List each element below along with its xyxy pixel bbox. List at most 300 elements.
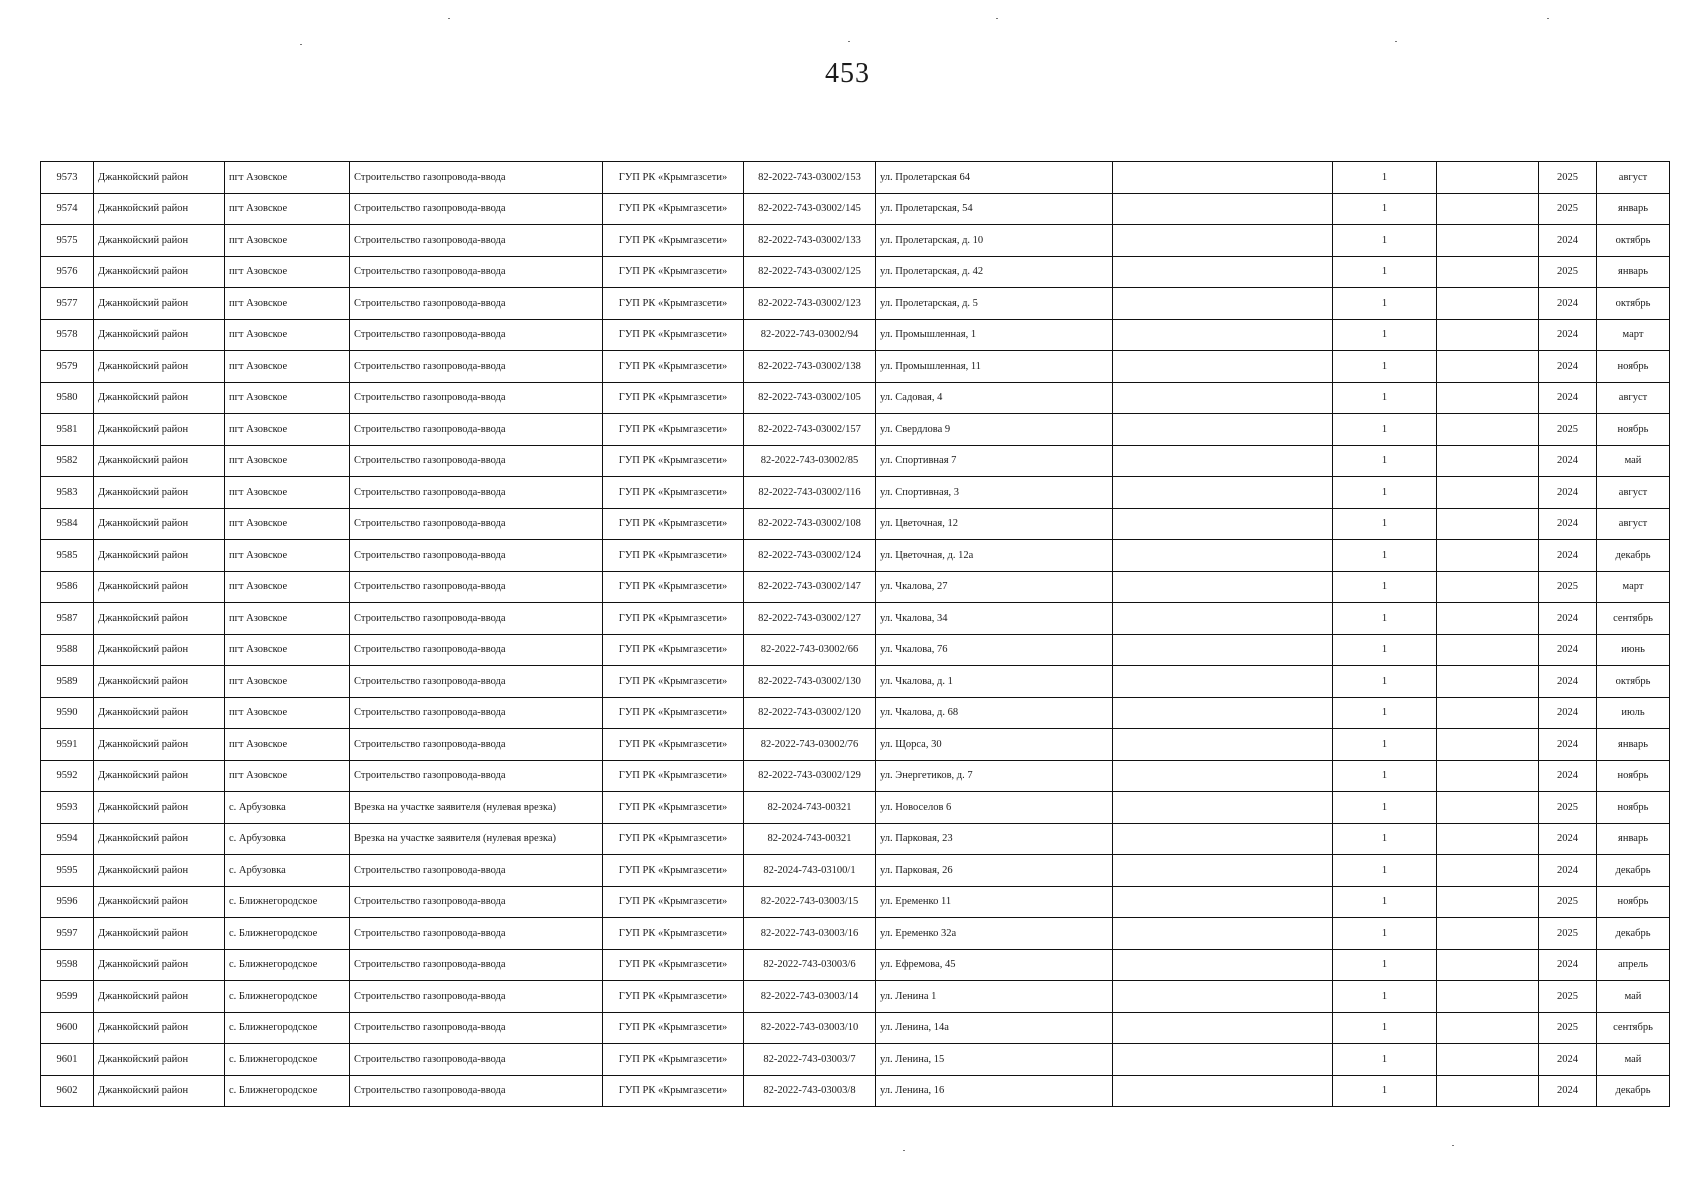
cell-district: Джанкойский район — [94, 225, 225, 257]
cell-organization: ГУП РК «Крымгазсети» — [603, 855, 744, 887]
cell-quantity: 1 — [1333, 634, 1437, 666]
cell-organization: ГУП РК «Крымгазсети» — [603, 540, 744, 572]
cell-blank-col-a — [1113, 193, 1333, 225]
cell-year: 2024 — [1539, 634, 1597, 666]
cell-blank-col-b — [1437, 981, 1539, 1013]
cell-organization: ГУП РК «Крымгазсети» — [603, 603, 744, 635]
cell-year: 2024 — [1539, 540, 1597, 572]
scan-speck — [848, 41, 850, 42]
cell-settlement: с. Ближнегородское — [225, 1012, 350, 1044]
table-row — [41, 792, 1670, 824]
cell-blank-col-a — [1113, 540, 1333, 572]
cell-settlement: с. Ближнегородское — [225, 886, 350, 918]
cell-blank-col-a — [1113, 603, 1333, 635]
cell-address: ул. Новоселов 6 — [876, 792, 1113, 824]
cell-organization: ГУП РК «Крымгазсети» — [603, 225, 744, 257]
cell-row-number: 9574 — [41, 193, 94, 225]
cell-row-number: 9580 — [41, 382, 94, 414]
cell-quantity: 1 — [1333, 886, 1437, 918]
cell-quantity: 1 — [1333, 981, 1437, 1013]
cell-row-number: 9598 — [41, 949, 94, 981]
cell-year: 2024 — [1539, 949, 1597, 981]
table-row — [41, 729, 1670, 761]
cell-blank-col-a — [1113, 886, 1333, 918]
cell-organization: ГУП РК «Крымгазсети» — [603, 823, 744, 855]
cell-blank-col-b — [1437, 949, 1539, 981]
cell-work-type: Строительство газопровода-ввода — [350, 760, 603, 792]
cell-address: ул. Промышленная, 11 — [876, 351, 1113, 383]
cell-settlement: с. Арбузовка — [225, 855, 350, 887]
cell-address: ул. Спортивная, 3 — [876, 477, 1113, 509]
table-row — [41, 382, 1670, 414]
cell-district: Джанкойский район — [94, 571, 225, 603]
cell-blank-col-b — [1437, 225, 1539, 257]
cell-row-number: 9579 — [41, 351, 94, 383]
cell-quantity: 1 — [1333, 949, 1437, 981]
cell-blank-col-b — [1437, 697, 1539, 729]
cell-row-number: 9576 — [41, 256, 94, 288]
cell-district: Джанкойский район — [94, 981, 225, 1013]
table-row — [41, 1075, 1670, 1107]
cell-row-number: 9587 — [41, 603, 94, 635]
table-row — [41, 918, 1670, 950]
cell-blank-col-a — [1113, 823, 1333, 855]
cell-organization: ГУП РК «Крымгазсети» — [603, 697, 744, 729]
cell-year: 2024 — [1539, 445, 1597, 477]
cell-work-type: Строительство газопровода-ввода — [350, 949, 603, 981]
cell-blank-col-b — [1437, 571, 1539, 603]
table-row — [41, 477, 1670, 509]
cell-request-code: 82-2022-743-03002/85 — [744, 445, 876, 477]
cell-month: декабрь — [1597, 918, 1670, 950]
cell-work-type: Строительство газопровода-ввода — [350, 225, 603, 257]
cell-address: ул. Чкалова, д. 1 — [876, 666, 1113, 698]
cell-row-number: 9577 — [41, 288, 94, 320]
cell-month: август — [1597, 162, 1670, 194]
cell-work-type: Врезка на участке заявителя (нулевая врезка) — [350, 823, 603, 855]
cell-address: ул. Пролетарская 64 — [876, 162, 1113, 194]
cell-address: ул. Чкалова, 34 — [876, 603, 1113, 635]
cell-district: Джанкойский район — [94, 540, 225, 572]
cell-blank-col-b — [1437, 1075, 1539, 1107]
cell-quantity: 1 — [1333, 760, 1437, 792]
cell-work-type: Строительство газопровода-ввода — [350, 414, 603, 446]
cell-row-number: 9602 — [41, 1075, 94, 1107]
cell-address: ул. Еременко 32а — [876, 918, 1113, 950]
cell-month: ноябрь — [1597, 886, 1670, 918]
cell-month: март — [1597, 319, 1670, 351]
cell-request-code: 82-2022-743-03002/124 — [744, 540, 876, 572]
cell-blank-col-a — [1113, 445, 1333, 477]
cell-work-type: Строительство газопровода-ввода — [350, 508, 603, 540]
cell-settlement: пгт Азовское — [225, 634, 350, 666]
cell-address: ул. Цветочная, 12 — [876, 508, 1113, 540]
cell-organization: ГУП РК «Крымгазсети» — [603, 1075, 744, 1107]
cell-settlement: с. Ближнегородское — [225, 981, 350, 1013]
cell-blank-col-b — [1437, 288, 1539, 320]
cell-year: 2024 — [1539, 351, 1597, 383]
cell-quantity: 1 — [1333, 729, 1437, 761]
cell-request-code: 82-2022-743-03002/120 — [744, 697, 876, 729]
cell-year: 2025 — [1539, 414, 1597, 446]
table-row — [41, 256, 1670, 288]
cell-district: Джанкойский район — [94, 855, 225, 887]
cell-month: сентябрь — [1597, 1012, 1670, 1044]
cell-request-code: 82-2022-743-03003/15 — [744, 886, 876, 918]
cell-work-type: Строительство газопровода-ввода — [350, 288, 603, 320]
cell-work-type: Строительство газопровода-ввода — [350, 855, 603, 887]
cell-address: ул. Свердлова 9 — [876, 414, 1113, 446]
cell-month: декабрь — [1597, 855, 1670, 887]
cell-blank-col-a — [1113, 949, 1333, 981]
cell-organization: ГУП РК «Крымгазсети» — [603, 949, 744, 981]
cell-work-type: Строительство газопровода-ввода — [350, 981, 603, 1013]
table-row — [41, 571, 1670, 603]
table-row — [41, 1012, 1670, 1044]
cell-blank-col-a — [1113, 382, 1333, 414]
cell-settlement: пгт Азовское — [225, 729, 350, 761]
page-number: 453 — [825, 58, 870, 89]
cell-year: 2024 — [1539, 697, 1597, 729]
cell-work-type: Строительство газопровода-ввода — [350, 477, 603, 509]
cell-address: ул. Пролетарская, д. 42 — [876, 256, 1113, 288]
cell-settlement: пгт Азовское — [225, 666, 350, 698]
cell-quantity: 1 — [1333, 445, 1437, 477]
cell-request-code: 82-2022-743-03003/6 — [744, 949, 876, 981]
cell-work-type: Строительство газопровода-ввода — [350, 1012, 603, 1044]
cell-blank-col-a — [1113, 666, 1333, 698]
cell-organization: ГУП РК «Крымгазсети» — [603, 414, 744, 446]
cell-month: май — [1597, 445, 1670, 477]
cell-settlement: пгт Азовское — [225, 382, 350, 414]
cell-year: 2025 — [1539, 981, 1597, 1013]
cell-request-code: 82-2022-743-03002/127 — [744, 603, 876, 635]
cell-settlement: пгт Азовское — [225, 540, 350, 572]
cell-organization: ГУП РК «Крымгазсети» — [603, 319, 744, 351]
cell-district: Джанкойский район — [94, 886, 225, 918]
cell-row-number: 9595 — [41, 855, 94, 887]
cell-address: ул. Ленина, 15 — [876, 1044, 1113, 1076]
table-row — [41, 319, 1670, 351]
cell-row-number: 9585 — [41, 540, 94, 572]
cell-organization: ГУП РК «Крымгазсети» — [603, 256, 744, 288]
scan-speck — [1547, 18, 1549, 19]
cell-quantity: 1 — [1333, 508, 1437, 540]
cell-request-code: 82-2022-743-03002/76 — [744, 729, 876, 761]
cell-request-code: 82-2022-743-03002/147 — [744, 571, 876, 603]
cell-work-type: Строительство газопровода-ввода — [350, 918, 603, 950]
cell-month: январь — [1597, 823, 1670, 855]
cell-work-type: Строительство газопровода-ввода — [350, 603, 603, 635]
cell-district: Джанкойский район — [94, 1075, 225, 1107]
cell-work-type: Врезка на участке заявителя (нулевая врезка) — [350, 792, 603, 824]
table-row — [41, 823, 1670, 855]
cell-blank-col-a — [1113, 351, 1333, 383]
cell-settlement: пгт Азовское — [225, 571, 350, 603]
cell-settlement: пгт Азовское — [225, 288, 350, 320]
cell-month: май — [1597, 981, 1670, 1013]
cell-blank-col-a — [1113, 855, 1333, 887]
cell-settlement: с. Арбузовка — [225, 792, 350, 824]
cell-quantity: 1 — [1333, 855, 1437, 887]
cell-request-code: 82-2022-743-03003/16 — [744, 918, 876, 950]
cell-quantity: 1 — [1333, 162, 1437, 194]
cell-year: 2025 — [1539, 162, 1597, 194]
cell-year: 2025 — [1539, 571, 1597, 603]
cell-blank-col-a — [1113, 288, 1333, 320]
cell-row-number: 9575 — [41, 225, 94, 257]
cell-row-number: 9591 — [41, 729, 94, 761]
cell-work-type: Строительство газопровода-ввода — [350, 729, 603, 761]
cell-blank-col-b — [1437, 603, 1539, 635]
cell-settlement: с. Арбузовка — [225, 823, 350, 855]
cell-year: 2024 — [1539, 729, 1597, 761]
table-row — [41, 162, 1670, 194]
cell-request-code: 82-2022-743-03002/108 — [744, 508, 876, 540]
cell-address: ул. Энергетиков, д. 7 — [876, 760, 1113, 792]
table-row — [41, 603, 1670, 635]
cell-settlement: пгт Азовское — [225, 697, 350, 729]
cell-quantity: 1 — [1333, 1075, 1437, 1107]
cell-request-code: 82-2022-743-03003/7 — [744, 1044, 876, 1076]
cell-request-code: 82-2022-743-03003/10 — [744, 1012, 876, 1044]
cell-month: ноябрь — [1597, 414, 1670, 446]
cell-month: июнь — [1597, 634, 1670, 666]
cell-work-type: Строительство газопровода-ввода — [350, 666, 603, 698]
cell-district: Джанкойский район — [94, 477, 225, 509]
cell-district: Джанкойский район — [94, 414, 225, 446]
cell-address: ул. Ленина, 16 — [876, 1075, 1113, 1107]
cell-address: ул. Еременко 11 — [876, 886, 1113, 918]
table-row — [41, 634, 1670, 666]
cell-settlement: пгт Азовское — [225, 162, 350, 194]
cell-settlement: пгт Азовское — [225, 319, 350, 351]
cell-blank-col-a — [1113, 1075, 1333, 1107]
cell-work-type: Строительство газопровода-ввода — [350, 634, 603, 666]
cell-month: август — [1597, 477, 1670, 509]
cell-address: ул. Пролетарская, д. 5 — [876, 288, 1113, 320]
cell-blank-col-a — [1113, 225, 1333, 257]
cell-blank-col-b — [1437, 319, 1539, 351]
cell-blank-col-b — [1437, 540, 1539, 572]
cell-address: ул. Парковая, 26 — [876, 855, 1113, 887]
cell-request-code: 82-2022-743-03002/125 — [744, 256, 876, 288]
cell-organization: ГУП РК «Крымгазсети» — [603, 288, 744, 320]
cell-address: ул. Чкалова, д. 68 — [876, 697, 1113, 729]
cell-settlement: с. Ближнегородское — [225, 949, 350, 981]
cell-address: ул. Ленина 1 — [876, 981, 1113, 1013]
cell-organization: ГУП РК «Крымгазсети» — [603, 666, 744, 698]
cell-work-type: Строительство газопровода-ввода — [350, 319, 603, 351]
cell-row-number: 9583 — [41, 477, 94, 509]
cell-blank-col-a — [1113, 414, 1333, 446]
cell-organization: ГУП РК «Крымгазсети» — [603, 1044, 744, 1076]
cell-request-code: 82-2022-743-03002/138 — [744, 351, 876, 383]
cell-quantity: 1 — [1333, 666, 1437, 698]
cell-row-number: 9573 — [41, 162, 94, 194]
cell-blank-col-b — [1437, 729, 1539, 761]
cell-blank-col-a — [1113, 634, 1333, 666]
cell-district: Джанкойский район — [94, 445, 225, 477]
cell-request-code: 82-2024-743-03100/1 — [744, 855, 876, 887]
gas-connection-table — [40, 161, 1670, 1107]
cell-row-number: 9588 — [41, 634, 94, 666]
cell-year: 2025 — [1539, 256, 1597, 288]
scan-speck — [300, 44, 302, 45]
table-row — [41, 540, 1670, 572]
cell-blank-col-b — [1437, 162, 1539, 194]
cell-quantity: 1 — [1333, 1044, 1437, 1076]
cell-year: 2025 — [1539, 886, 1597, 918]
cell-organization: ГУП РК «Крымгазсети» — [603, 571, 744, 603]
cell-district: Джанкойский район — [94, 603, 225, 635]
cell-row-number: 9601 — [41, 1044, 94, 1076]
cell-organization: ГУП РК «Крымгазсети» — [603, 508, 744, 540]
cell-blank-col-b — [1437, 445, 1539, 477]
cell-year: 2024 — [1539, 1075, 1597, 1107]
cell-month: октябрь — [1597, 666, 1670, 698]
cell-work-type: Строительство газопровода-ввода — [350, 886, 603, 918]
cell-settlement: пгт Азовское — [225, 477, 350, 509]
cell-work-type: Строительство газопровода-ввода — [350, 382, 603, 414]
cell-organization: ГУП РК «Крымгазсети» — [603, 445, 744, 477]
cell-month: декабрь — [1597, 1075, 1670, 1107]
cell-district: Джанкойский район — [94, 918, 225, 950]
cell-organization: ГУП РК «Крымгазсети» — [603, 760, 744, 792]
cell-month: январь — [1597, 729, 1670, 761]
cell-work-type: Строительство газопровода-ввода — [350, 162, 603, 194]
cell-year: 2025 — [1539, 918, 1597, 950]
cell-year: 2024 — [1539, 477, 1597, 509]
cell-address: ул. Пролетарская, 54 — [876, 193, 1113, 225]
table-row — [41, 981, 1670, 1013]
cell-district: Джанкойский район — [94, 949, 225, 981]
cell-organization: ГУП РК «Крымгазсети» — [603, 193, 744, 225]
scan-speck — [1395, 41, 1397, 42]
scan-speck — [448, 18, 450, 19]
cell-request-code: 82-2022-743-03002/145 — [744, 193, 876, 225]
cell-district: Джанкойский район — [94, 729, 225, 761]
cell-address: ул. Цветочная, д. 12а — [876, 540, 1113, 572]
cell-year: 2025 — [1539, 1012, 1597, 1044]
cell-year: 2024 — [1539, 1044, 1597, 1076]
cell-district: Джанкойский район — [94, 508, 225, 540]
cell-address: ул. Спортивная 7 — [876, 445, 1113, 477]
cell-settlement: с. Ближнегородское — [225, 1075, 350, 1107]
table-row — [41, 508, 1670, 540]
cell-address: ул. Чкалова, 27 — [876, 571, 1113, 603]
cell-year: 2025 — [1539, 792, 1597, 824]
cell-district: Джанкойский район — [94, 193, 225, 225]
cell-settlement: пгт Азовское — [225, 225, 350, 257]
cell-row-number: 9597 — [41, 918, 94, 950]
scan-speck — [996, 18, 998, 19]
cell-blank-col-a — [1113, 1044, 1333, 1076]
cell-row-number: 9586 — [41, 571, 94, 603]
cell-settlement: пгт Азовское — [225, 414, 350, 446]
cell-row-number: 9593 — [41, 792, 94, 824]
cell-blank-col-b — [1437, 823, 1539, 855]
cell-work-type: Строительство газопровода-ввода — [350, 351, 603, 383]
cell-month: январь — [1597, 256, 1670, 288]
cell-organization: ГУП РК «Крымгазсети» — [603, 729, 744, 761]
cell-district: Джанкойский район — [94, 1044, 225, 1076]
cell-request-code: 82-2022-743-03002/66 — [744, 634, 876, 666]
cell-row-number: 9590 — [41, 697, 94, 729]
cell-row-number: 9594 — [41, 823, 94, 855]
table-row — [41, 225, 1670, 257]
cell-blank-col-a — [1113, 729, 1333, 761]
cell-month: сентябрь — [1597, 603, 1670, 635]
cell-year: 2024 — [1539, 288, 1597, 320]
cell-quantity: 1 — [1333, 288, 1437, 320]
cell-year: 2024 — [1539, 666, 1597, 698]
cell-quantity: 1 — [1333, 792, 1437, 824]
cell-row-number: 9592 — [41, 760, 94, 792]
cell-district: Джанкойский район — [94, 319, 225, 351]
table-row — [41, 666, 1670, 698]
table-row — [41, 697, 1670, 729]
cell-quantity: 1 — [1333, 823, 1437, 855]
table-row — [41, 855, 1670, 887]
cell-year: 2024 — [1539, 508, 1597, 540]
cell-month: март — [1597, 571, 1670, 603]
cell-year: 2024 — [1539, 823, 1597, 855]
cell-blank-col-a — [1113, 162, 1333, 194]
cell-year: 2025 — [1539, 193, 1597, 225]
cell-quantity: 1 — [1333, 319, 1437, 351]
cell-blank-col-b — [1437, 666, 1539, 698]
cell-row-number: 9582 — [41, 445, 94, 477]
cell-blank-col-b — [1437, 1012, 1539, 1044]
scan-speck — [903, 1150, 905, 1151]
cell-district: Джанкойский район — [94, 634, 225, 666]
cell-blank-col-b — [1437, 855, 1539, 887]
cell-quantity: 1 — [1333, 256, 1437, 288]
cell-blank-col-a — [1113, 571, 1333, 603]
cell-blank-col-b — [1437, 760, 1539, 792]
cell-settlement: пгт Азовское — [225, 256, 350, 288]
cell-district: Джанкойский район — [94, 351, 225, 383]
cell-work-type: Строительство газопровода-ввода — [350, 571, 603, 603]
cell-blank-col-b — [1437, 193, 1539, 225]
cell-blank-col-a — [1113, 1012, 1333, 1044]
cell-district: Джанкойский район — [94, 288, 225, 320]
cell-district: Джанкойский район — [94, 256, 225, 288]
cell-request-code: 82-2022-743-03003/14 — [744, 981, 876, 1013]
cell-organization: ГУП РК «Крымгазсети» — [603, 918, 744, 950]
table-row — [41, 414, 1670, 446]
cell-district: Джанкойский район — [94, 697, 225, 729]
cell-blank-col-a — [1113, 760, 1333, 792]
cell-blank-col-a — [1113, 697, 1333, 729]
cell-organization: ГУП РК «Крымгазсети» — [603, 886, 744, 918]
cell-district: Джанкойский район — [94, 760, 225, 792]
cell-district: Джанкойский район — [94, 823, 225, 855]
cell-row-number: 9600 — [41, 1012, 94, 1044]
cell-request-code: 82-2022-743-03002/116 — [744, 477, 876, 509]
cell-work-type: Строительство газопровода-ввода — [350, 256, 603, 288]
cell-blank-col-a — [1113, 477, 1333, 509]
cell-address: ул. Ефремова, 45 — [876, 949, 1113, 981]
cell-quantity: 1 — [1333, 225, 1437, 257]
cell-year: 2024 — [1539, 603, 1597, 635]
cell-blank-col-b — [1437, 508, 1539, 540]
cell-address: ул. Пролетарская, д. 10 — [876, 225, 1113, 257]
cell-blank-col-b — [1437, 477, 1539, 509]
cell-blank-col-a — [1113, 981, 1333, 1013]
cell-quantity: 1 — [1333, 351, 1437, 383]
